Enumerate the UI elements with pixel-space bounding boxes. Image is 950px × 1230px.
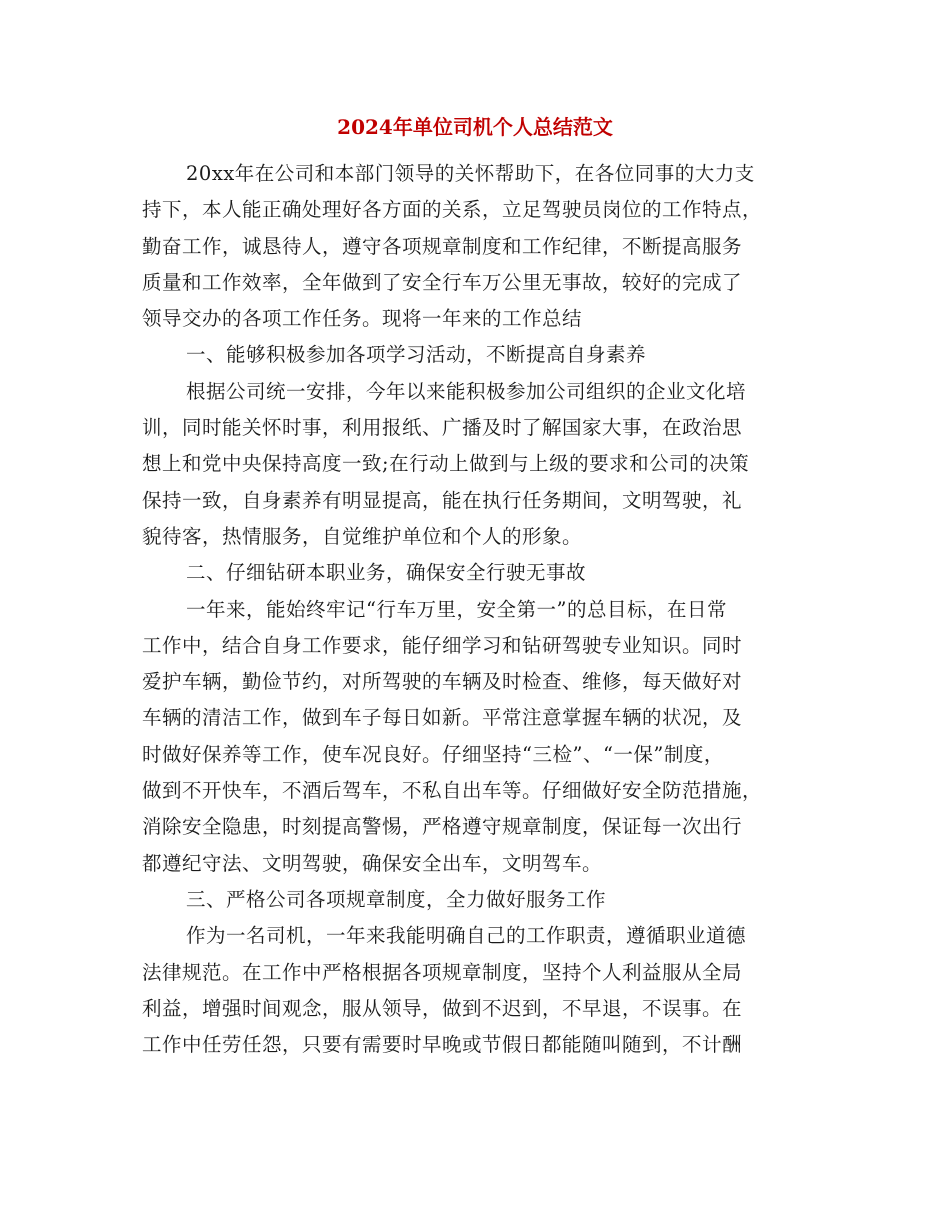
body-line: 持下，本人能正确处理好各方面的关系，立足驾驶员岗位的工作特点， — [142, 198, 763, 222]
body-line: 勤奋工作，诚恳待人，遵守各项规章制度和工作纪律，不断提高服务 — [142, 234, 743, 258]
body-line: 车辆的清洁工作，做到车子每日如新。平常注意掌握车辆的状况，及 — [142, 706, 743, 730]
document-body — [142, 156, 810, 1063]
document-title: 2024年单位司机个人总结范文 — [337, 115, 613, 139]
body-line: 20xx年在公司和本部门领导的关怀帮助下，在各位同事的大力支 — [186, 162, 755, 185]
body-line: 利益，增强时间观念，服从领导，做到不迟到，不早退，不误事。在 — [142, 996, 743, 1020]
body-line: 时做好保养等工作，使车况良好。仔细坚持“三检”、“一保”制度， — [142, 742, 724, 766]
body-line: 消除安全隐患，时刻提高警惕，严格遵守规章制度，保证每一次出行 — [142, 815, 743, 839]
body-line: 法律规范。在工作中严格根据各项规章制度，坚持个人利益服从全局 — [142, 960, 743, 984]
body-line: 训，同时能关怀时事，利用报纸、广播及时了解国家大事，在政治思 — [142, 416, 743, 440]
body-line: 都遵纪守法、文明驾驶，确保安全出车，文明驾车。 — [142, 851, 603, 875]
body-line: 作为一名司机，一年来我能明确自己的工作职责，遵循职业道德 — [186, 924, 747, 948]
body-line: 一年来，能始终牢记“行车万里，安全第一”的总目标，在日常 — [186, 597, 727, 621]
body-line: 二、仔细钻研本职业务，确保安全行驶无事故 — [186, 561, 587, 585]
body-line: 想上和党中央保持高度一致;在行动上做到与上级的要求和公司的决策 — [142, 452, 750, 476]
body-line: 质量和工作效率，全年做到了安全行车万公里无事故，较好的完成了 — [142, 270, 743, 294]
body-line: 根据公司统一安排，今年以来能积极参加公司组织的企业文化培 — [186, 379, 747, 403]
body-line: 工作中任劳任怨，只要有需要时早晚或节假日都能随叫随到，不计酬 — [142, 1033, 743, 1057]
body-line: 工作中，结合自身工作要求，能仔细学习和钻研驾驶专业知识。同时 — [142, 633, 743, 657]
body-line: 爱护车辆，勤俭节约，对所驾驶的车辆及时检查、维修，每天做好对 — [142, 670, 743, 694]
body-line: 貌待客，热情服务，自觉维护单位和个人的形象。 — [142, 524, 583, 548]
body-line: 领导交办的各项工作任务。现将一年来的工作总结 — [142, 307, 583, 331]
body-line: 保持一致，自身素养有明显提高，能在执行任务期间，文明驾驶，礼 — [142, 488, 743, 512]
body-line: 一、能够积极参加各项学习活动，不断提高自身素养 — [186, 343, 647, 367]
body-line: 三、严格公司各项规章制度，全力做好服务工作 — [186, 887, 607, 911]
body-line: 做到不开快车，不酒后驾车，不私自出车等。仔细做好安全防范措施， — [142, 779, 763, 803]
